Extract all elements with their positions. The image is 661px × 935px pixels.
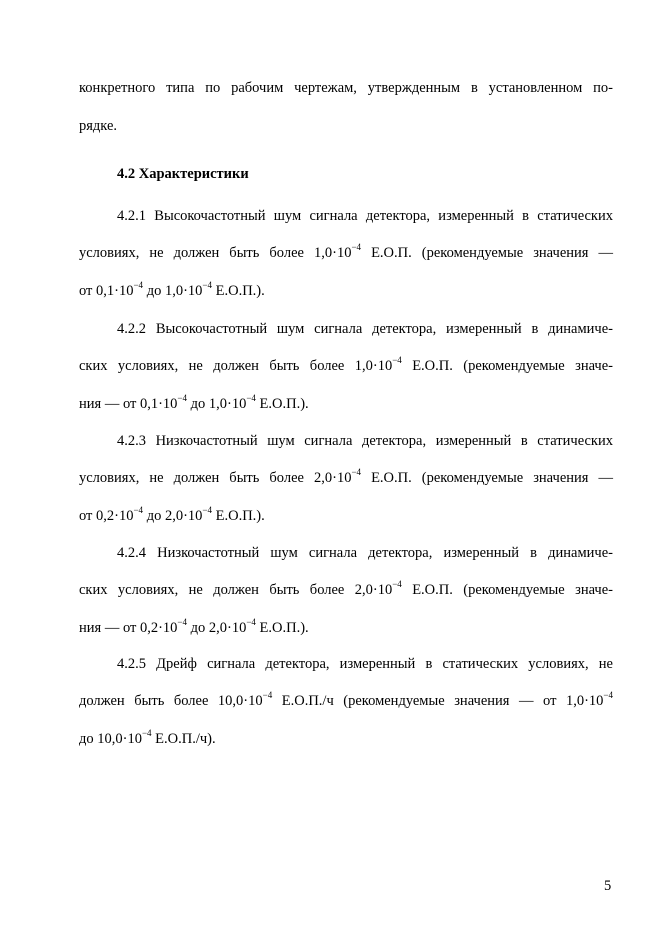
page-number: 5 — [604, 878, 612, 894]
paragraph-4-2-2-line-1: 4.2.2 Высокочастотный шум сигнала детектора, измеренный в динамиче- — [117, 321, 613, 337]
paragraph-4-2-2-line-3: ния — от $0,1\cdot 10^{-4}$ до $1,0\cdot 10^{-4}$ Е.О.П.). — [79, 393, 309, 412]
intro-line-2: рядке. — [79, 118, 118, 134]
paragraph-4-2-3-line-2: условиях, не должен быть более $2,0\cdot 10^{-4}$ Е.О.П. (рекомендуемые значения — — [79, 467, 613, 486]
paragraph-4-2-4-line-1: 4.2.4 Низкочастотный шум сигнала детектора, измеренный в динамиче- — [117, 545, 613, 561]
paragraph-4-2-5-line-1: 4.2.5 Дрейф сигнала детектора, измеренный в статических условиях, не — [117, 656, 613, 672]
paragraph-4-2-1-line-2: условиях, не должен быть более $1,0\cdot 10^{-4}$ Е.О.П. (рекомендуемые значения — — [79, 242, 613, 261]
paragraph-4-2-2-line-2: ских условиях, не должен быть более $1,0\cdot 10^{-4}$ Е.О.П. (рекомендуемые значе- — [79, 355, 613, 374]
paragraph-4-2-5-line-2: должен быть более $10,0\cdot 10^{-4}$ Е.О.П./ч (рекомендуемые значения — от $1,0\cdot 10^{-4}$ — [79, 690, 613, 709]
paragraph-4-2-3-line-3: от $0,2\cdot 10^{-4}$ до $2,0\cdot 10^{-4}$ Е.О.П.). — [79, 505, 265, 524]
paragraph-4-2-4-line-3: ния — от $0,2\cdot 10^{-4}$ до $2,0\cdot 10^{-4}$ Е.О.П.). — [79, 617, 309, 636]
paragraph-4-2-4-line-2: ских условиях, не должен быть более $2,0\cdot 10^{-4}$ Е.О.П. (рекомендуемые значе- — [79, 579, 613, 598]
section-title: 4.2 Характеристики — [117, 166, 249, 182]
intro-line-1: конкретного типа по рабочим чертежам, утвержденным в установленном по- — [79, 80, 613, 96]
paragraph-4-2-3-line-1: 4.2.3 Низкочастотный шум сигнала детектора, измеренный в статических — [117, 433, 613, 449]
paragraph-4-2-5-line-3: до $10,0\cdot 10^{-4}$ Е.О.П./ч). — [79, 728, 216, 747]
paragraph-4-2-1-line-3: от $0,1\cdot 10^{-4}$ до $1,0\cdot 10^{-4}$ Е.О.П.). — [79, 280, 265, 299]
paragraph-4-2-1-line-1: 4.2.1 Высокочастотный шум сигнала детектора, измеренный в статических — [117, 208, 613, 224]
